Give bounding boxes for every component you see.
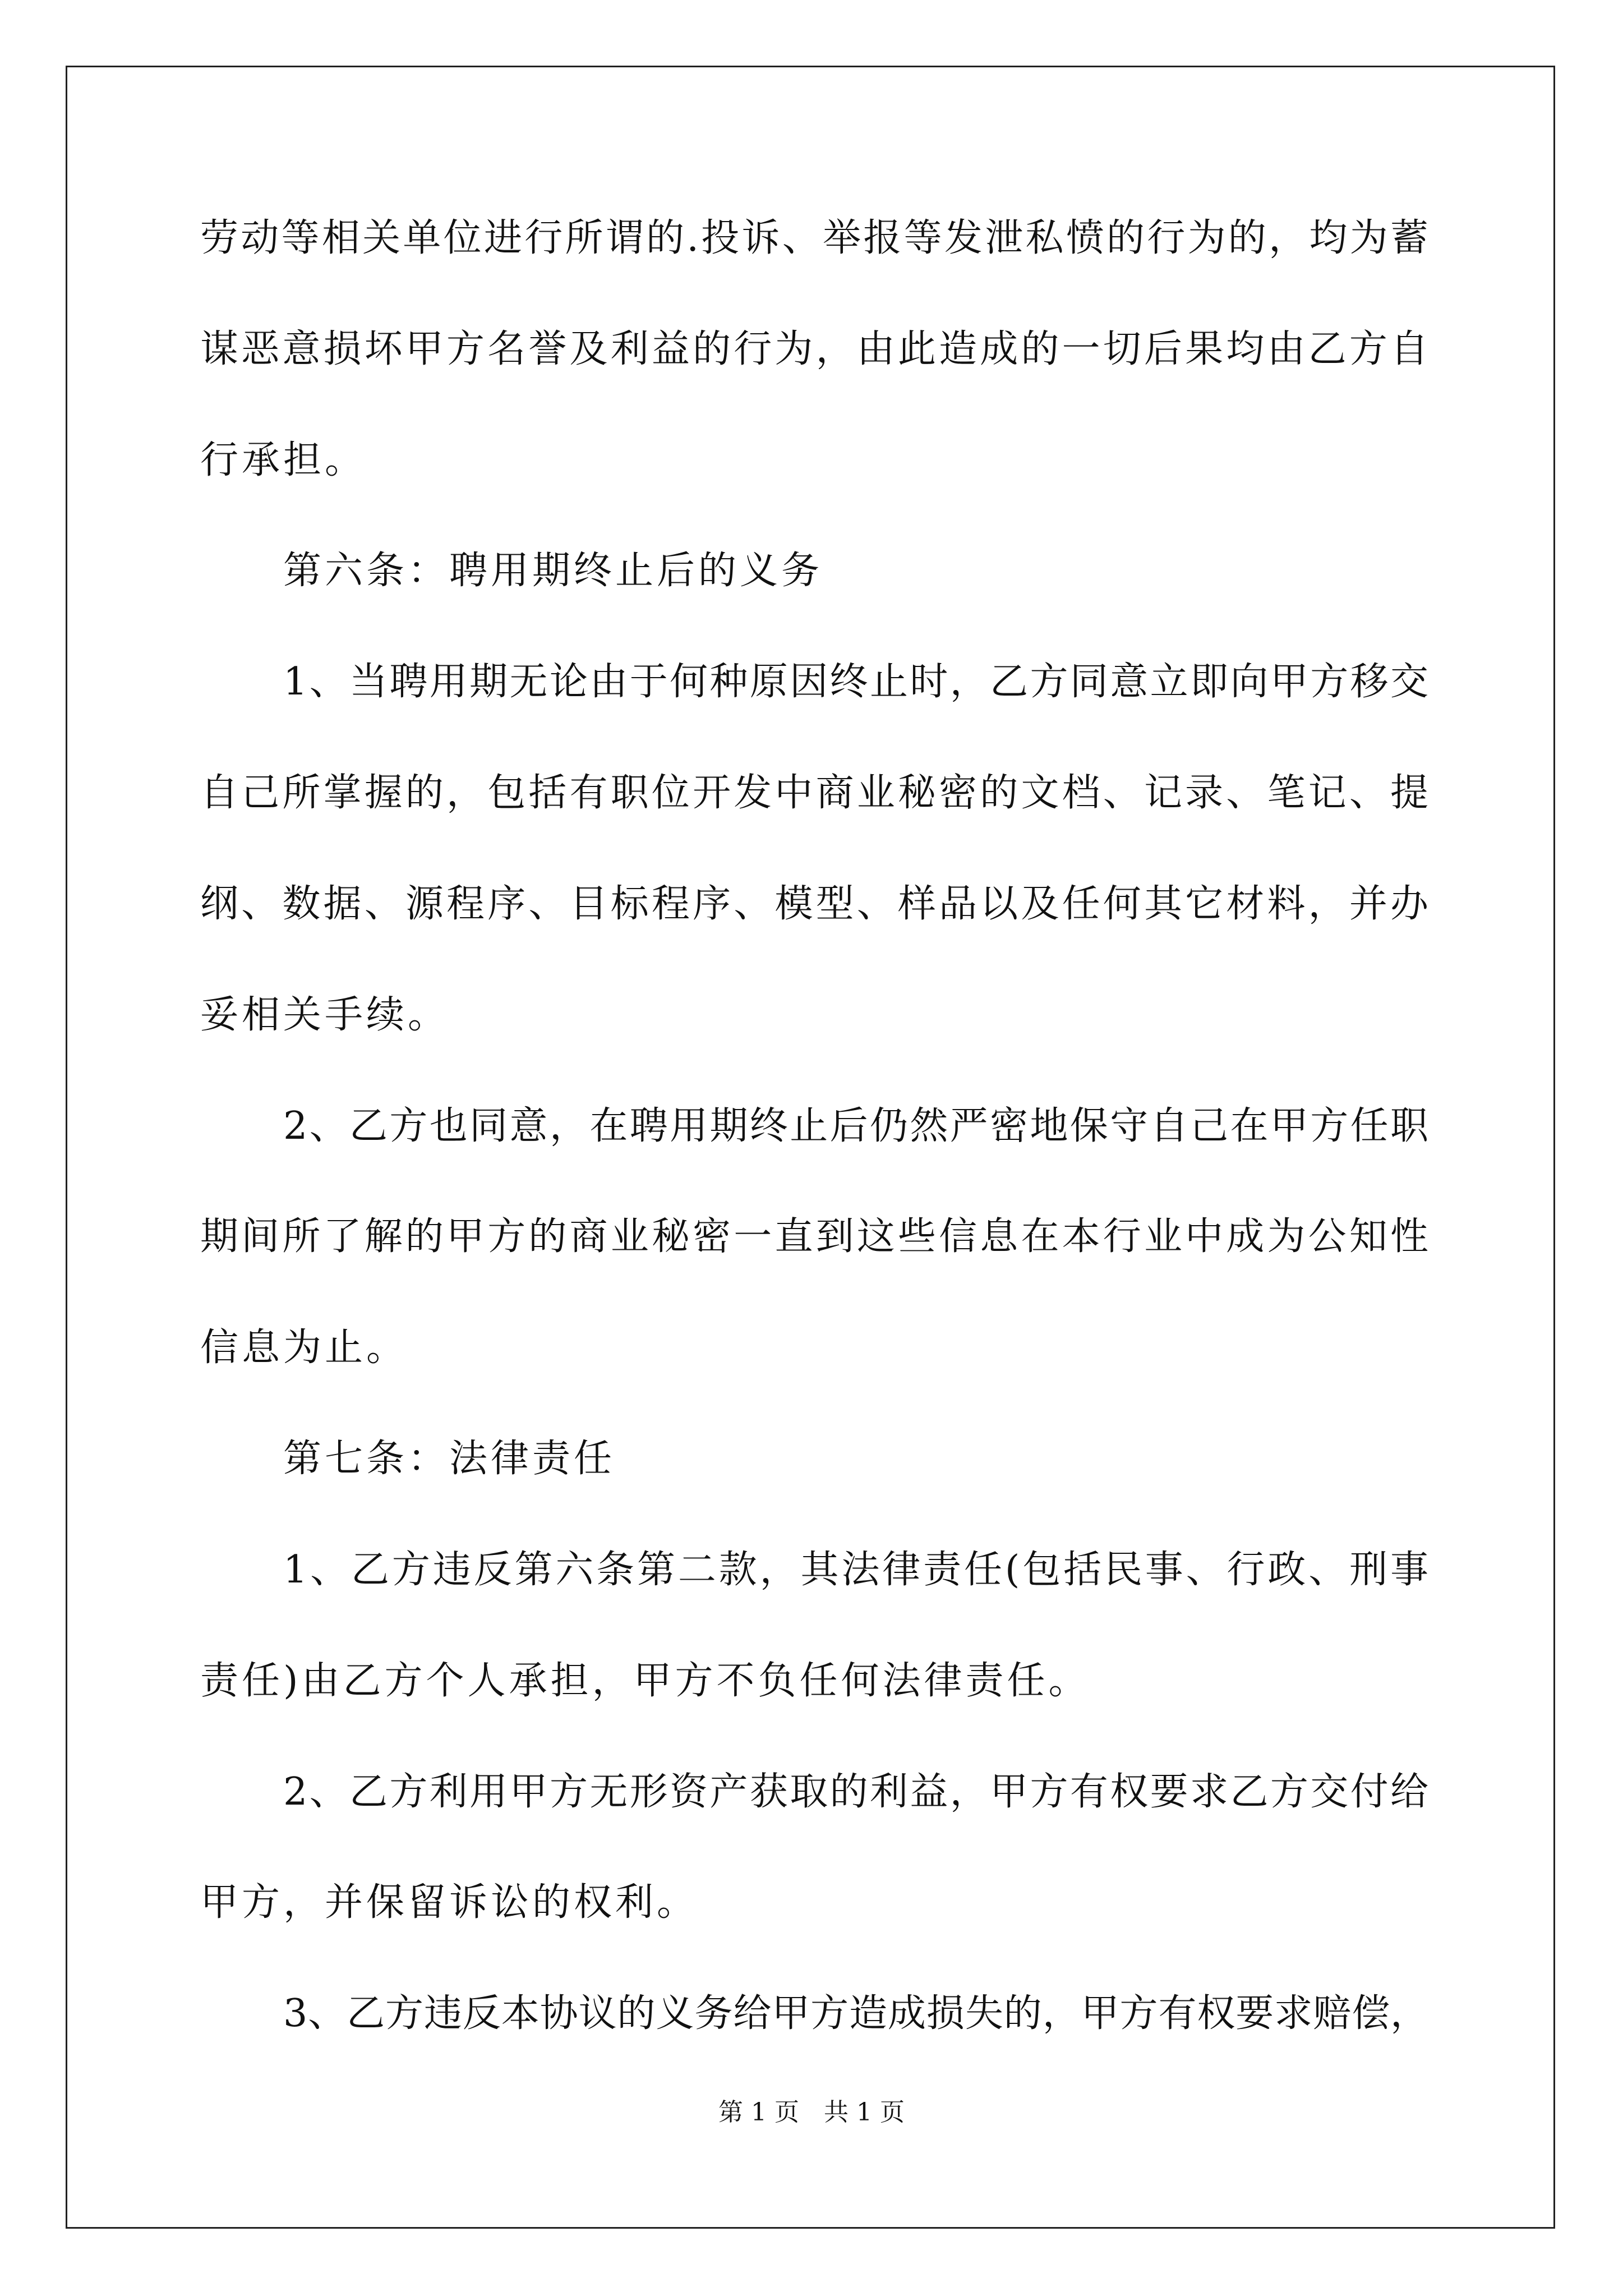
body-text-line: 妥相关手续。 [200, 993, 450, 1037]
body-text-line: 纲、数据、源程序、目标程序、模型、样品以及任何其它材料，并办 [200, 882, 1428, 926]
body-text-line: 谋恶意损坏甲方名誉及利益的行为，由此造成的一切后果均由乙方自 [200, 327, 1428, 371]
body-text-line: 2、乙方利用甲方无形资产获取的利益，甲方有权要求乙方交付给 [283, 1770, 1428, 1814]
body-text-line: 1、乙方违反第六条第二款，其法律责任(包括民事、行政、刑事 [283, 1548, 1428, 1592]
body-text-line: 自己所掌握的，包括有职位开发中商业秘密的文档、记录、笔记、提 [200, 771, 1428, 815]
body-text-line: 信息为止。 [200, 1326, 408, 1370]
section-heading: 第七条：法律责任 [283, 1437, 616, 1481]
body-text-line: 责任)由乙方个人承担，甲方不负任何法律责任。 [200, 1659, 1090, 1703]
body-text-line: 甲方，并保留诉讼的权利。 [200, 1880, 699, 1925]
page-footer: 第 1 页 共 1 页 [718, 2098, 905, 2127]
body-text-line: 3、乙方违反本协议的义务给甲方造成损失的，甲方有权要求赔偿， [283, 1991, 1428, 2036]
body-text-line: 1、当聘用期无论由于何种原因终止时，乙方同意立即向甲方移交 [283, 660, 1428, 704]
body-text-line: 期间所了解的甲方的商业秘密一直到这些信息在本行业中成为公知性 [200, 1214, 1428, 1259]
body-text-line: 行承担。 [200, 438, 367, 482]
body-text-line: 2、乙方也同意，在聘用期终止后仍然严密地保守自己在甲方任职 [283, 1104, 1428, 1148]
body-text-line: 劳动等相关单位进行所谓的.投诉、举报等发泄私愤的行为的，均为蓄 [200, 216, 1428, 260]
section-heading: 第六条：聘用期终止后的义务 [283, 549, 823, 593]
